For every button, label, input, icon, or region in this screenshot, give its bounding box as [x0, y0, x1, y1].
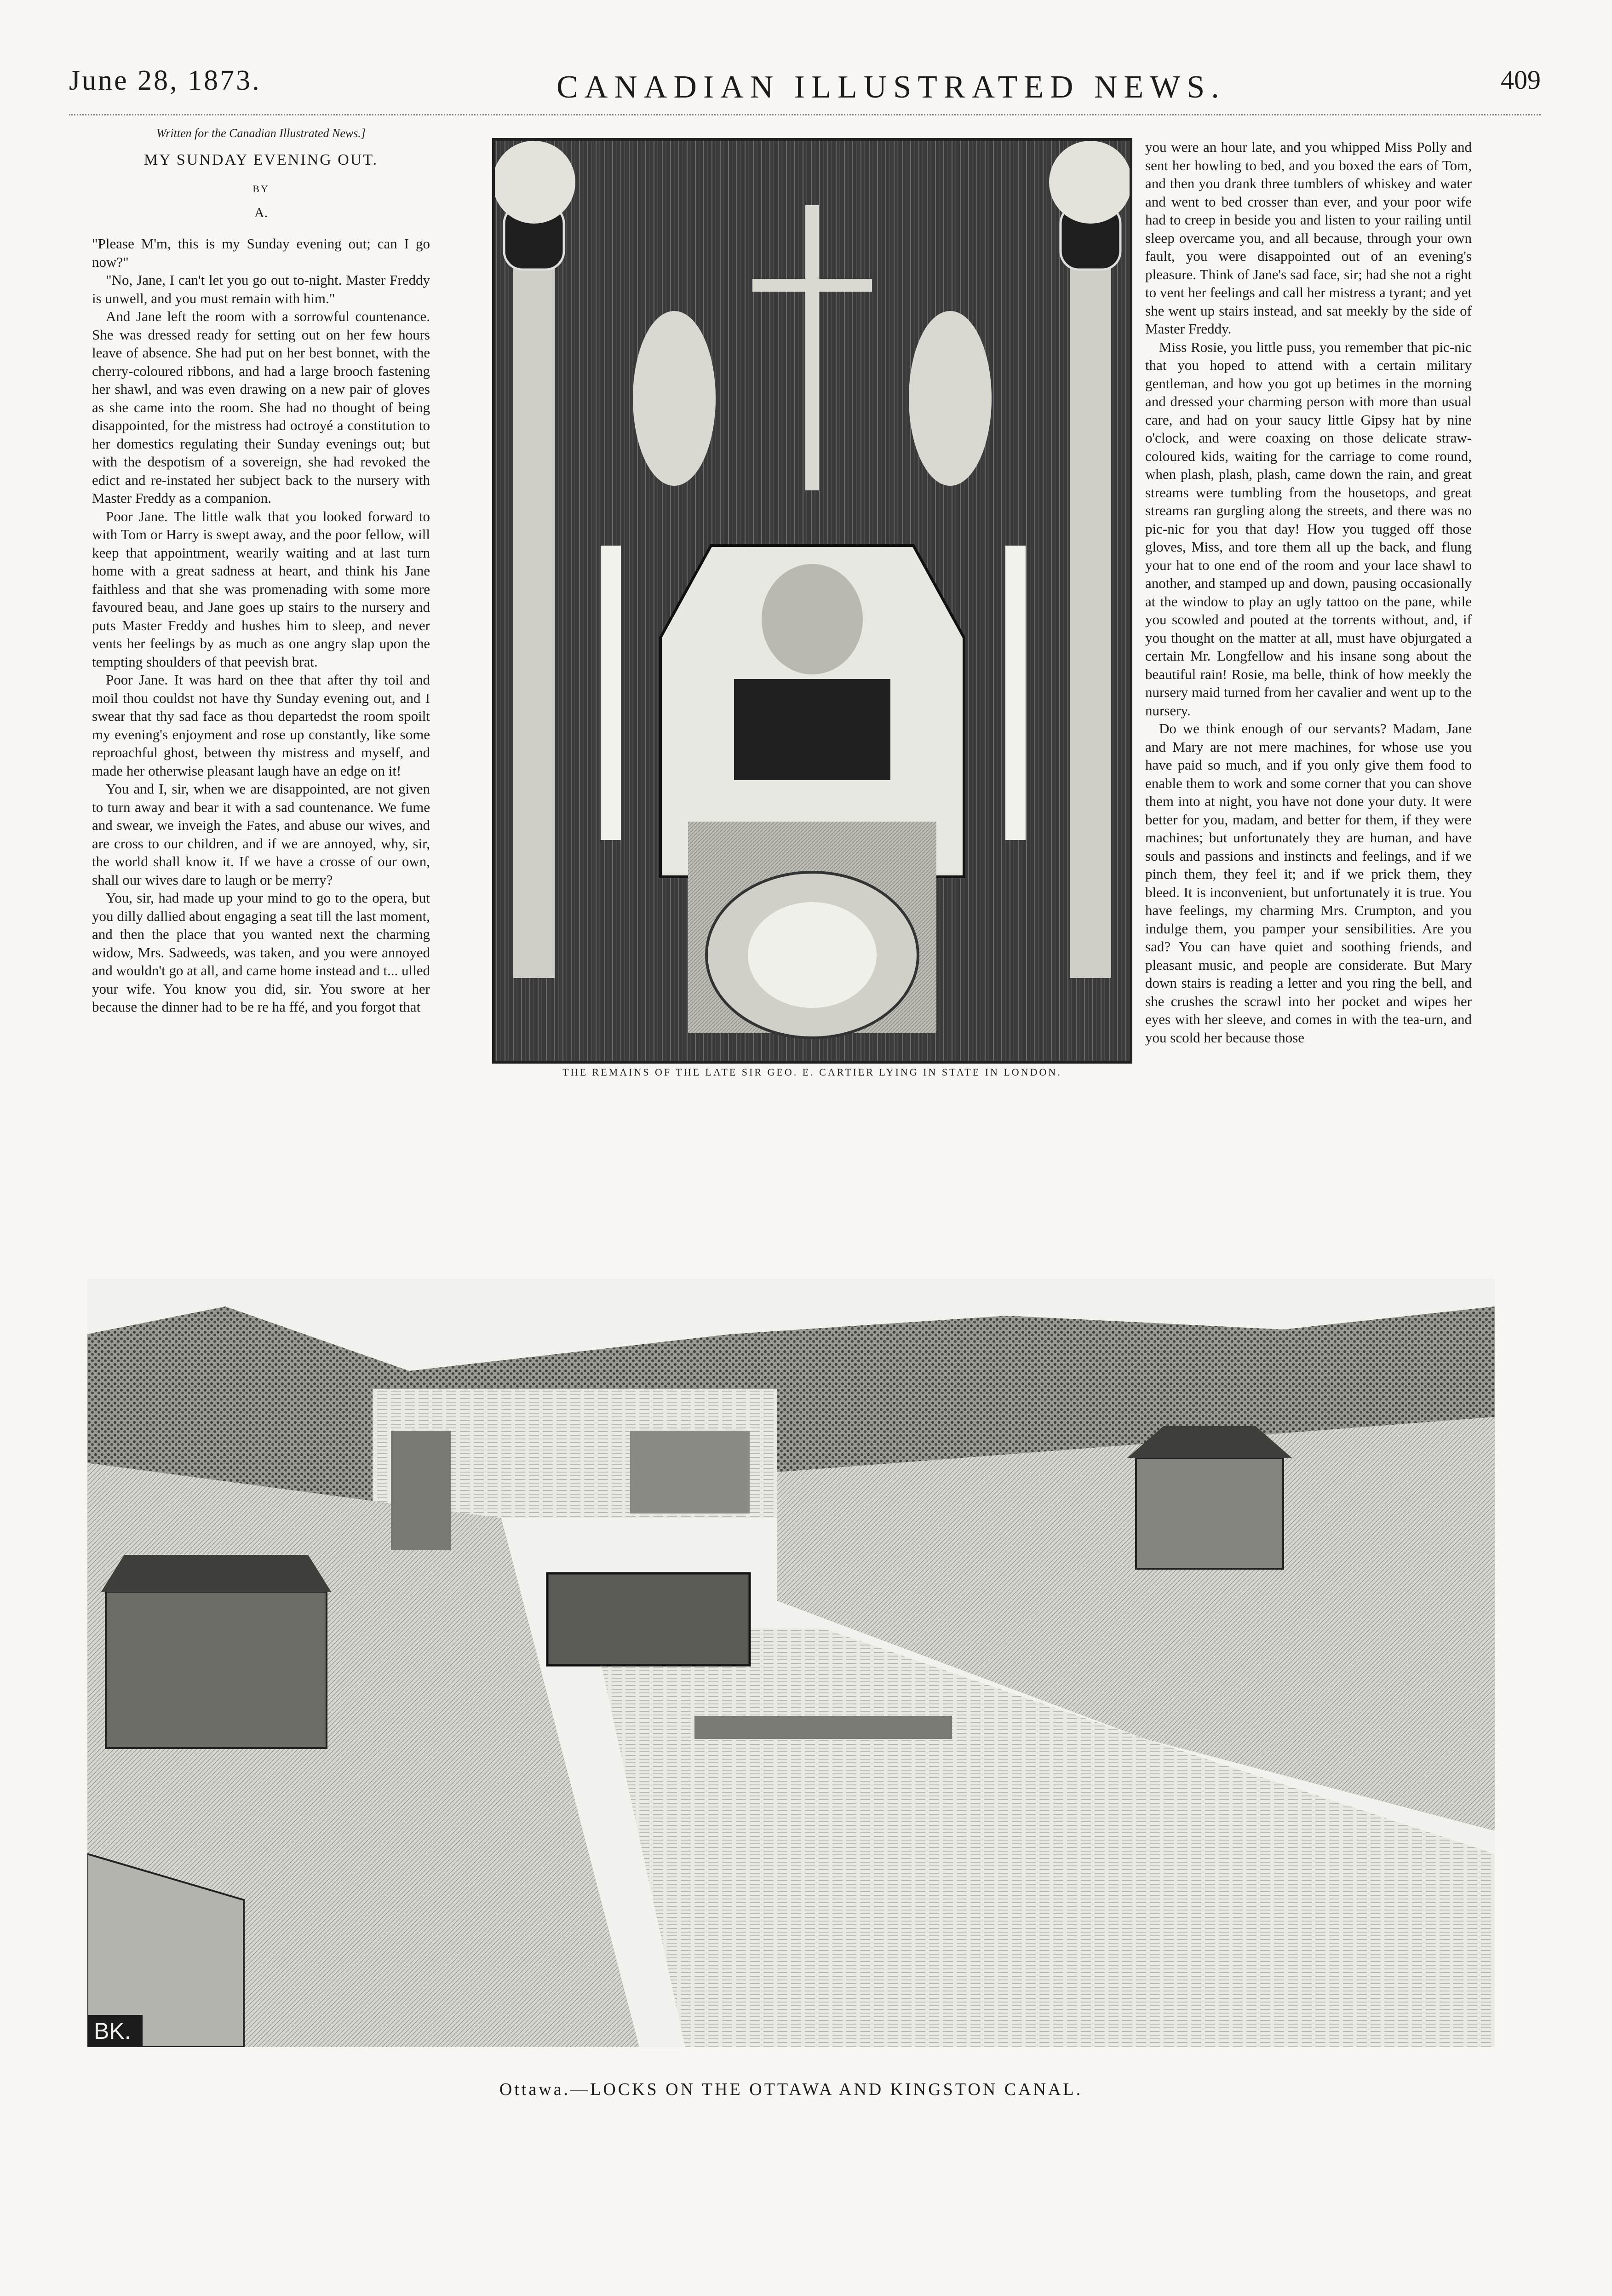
paragraph: You and I, sir, when we are disappointed, are not given to turn away and bear it with a sad countenance. We fume and swear, we inveigh the Fates, and abuse our wives, and are cross to our children, and if we are annoyed, why, sir, the world shall know it. If we have a crosse of our own, shall our wives dare to laugh or be merry? [92, 781, 430, 888]
paragraph: Poor Jane. It was hard on thee that after thy toil and moil thou couldst not have thy Sunday evening out, and I swear that thy sad face as thou departedst the room spoilt my evening's enjoyment and rose up constantly, like some reproachful ghost, between thy mistress and myself, and made her otherwise pleasant laugh have an edge on it! [92, 672, 430, 779]
article-column-right [1145, 138, 1472, 1164]
article-column-left [92, 124, 430, 1136]
page-number: 409 [1501, 65, 1541, 95]
paragraph: And Jane left the room with a sorrowful countenance. She was dressed ready for setting out on her few hours leave of absence. She had put on her best bonnet, with the cherry-coloured ribbons, and had a large brooch fastening her shawl, and was even drawing on a new pair of gloves as she came into the room. She had no thought of being disappointed, for the mistress had octroyé a constitution to her domestics regulating their Sunday evenings out; but with the despotism of a sovereign, she had revoked the edict and re-instated her subject back to the nursery with Master Freddy as a companion. [92, 308, 430, 506]
article-author: A. [254, 205, 268, 220]
lying-in-state-illustration [495, 141, 1130, 1061]
article-title: MY SUNDAY EVENING OUT. [143, 151, 379, 168]
issue-date: June 28, 1873. [69, 65, 261, 96]
paragraph: You, sir, had made up your mind to go to the opera, but you dilly dallied about engaging a seat till the last moment, and then the place that you wanted next the charming widow, Mrs. Sadweeds, was taken, and you were annoyed and wouldn't go at all, and came home instead and t... ulled your wife. You know you did, sir. You swore at her because the dinner had to be re ha ffé, and you forgot that [92, 890, 430, 1015]
engraving-canal-locks [87, 1279, 1495, 2047]
engraver-mark: BK. [94, 2018, 131, 2044]
masthead-rule [69, 114, 1541, 115]
paragraph: "No, Jane, I can't let you go out to-night. Master Freddy is unwell, and you must remain with him." [92, 272, 430, 306]
masthead [69, 55, 1541, 124]
paragraph: Miss Rosie, you little puss, you remember that pic-nic that you hoped to attend with a certain military gentleman, and how you got up betimes in the morning and dressed your charming person with more than usual care, and had on your saucy little Gipsy hat by nine o'clock, and were coaxing on those delicate straw-coloured kids, waiting for the carriage to come round, when plash, plash, plash, came down the rain, and great streams were tumbling from the housetops, and great streams ran gurgling along the streets, and there was no pic-nic for you that day! How you tugged off those gloves, Miss, and tore them all up the back, and flung your hat to one end of the room and your lace shawl to another, and stamped up and down, pausing occasionally at the window to play an ugly tattoo on the pane, while you scowled and pouted at the torrents without, and, if you thought on the matter at all, must have objurgated a certain Mr. Longfellow and his insane song about the beautiful rain! Rosie, ma belle, think of how meekly the nursery maid turned from her cavalier and went up to the nursery. [1145, 339, 1472, 719]
paragraph: Poor Jane. The little walk that you looked forward to with Tom or Harry is swept away, and the poor fellow, will keep that appointment, wearily waiting and at last turn home with a great sadness at heart, and think his Jane faithless and that she was promenading with some more favoured beau, and Jane goes up stairs to the nursery and puts Master Freddy and hushes him to sleep, and never vents her feelings by as much as one angry slap upon the tempting shoulders of that peevish brat. [92, 508, 430, 670]
bottom-engraving-caption: Ottawa.—LOCKS ON THE OTTAWA AND KINGSTON CANAL. [499, 2080, 1083, 2099]
paragraph: Do we think enough of our servants? Madam, Jane and Mary are not mere machines, for whose use you have paid so much, and if you only give them food to enable them to work and some corner that you can shove them into at night, you have not done your duty. It were better for you, madam, and better for them, if they were machines; but unfortunately they are human, and have souls and passions and instincts and feelings, and if we pinch them, they feel it; and if we prick them, they bleed. It is inconvenient, but unfortunately it is true. You have feelings, my charming Mrs. Crumpton, and you indulge them, you pamper your sensibilities. Are you sad? You can have quiet and soothing friends, and pleasant music, and people are considerate. But Mary down stairs is reading a letter and you ring the bell, and she crushes the scrawl into her pocket and wipes her eyes with her sleeve, and comes in with the tea-urn, and you scold her because those [1145, 720, 1472, 1046]
paragraph: "Please M'm, this is my Sunday evening out; can I go now?" [92, 236, 430, 270]
newspaper-title: CANADIAN ILLUSTRATED NEWS. [556, 69, 1226, 105]
paragraph: you were an hour late, and you whipped Miss Polly and sent her howling to bed, and you boxed the ears of Tom, and then you drank three tumblers of whiskey and water and went to bed crosser than ever, and your poor wife had to creep in beside you and listen to your railing until sleep overcame you, and all because, through your own fault, you were disappointed out of an evening's pleasure. Think of Jane's sad face, sir; had she not a right to vent her feelings and call her mistress a tyrant; and yet she went up stairs instead, and sat meekly by the side of Master Freddy. [1145, 139, 1472, 337]
canal-locks-illustration [87, 1279, 1495, 2047]
top-engraving-caption: THE REMAINS OF THE LATE SIR GEO. E. CARTIER LYING IN STATE IN LONDON. [562, 1066, 1062, 1078]
engraving-lying-in-state [492, 138, 1132, 1064]
article-byline: Written for the Canadian Illustrated News.] [156, 127, 366, 140]
article-by: BY [252, 183, 270, 195]
